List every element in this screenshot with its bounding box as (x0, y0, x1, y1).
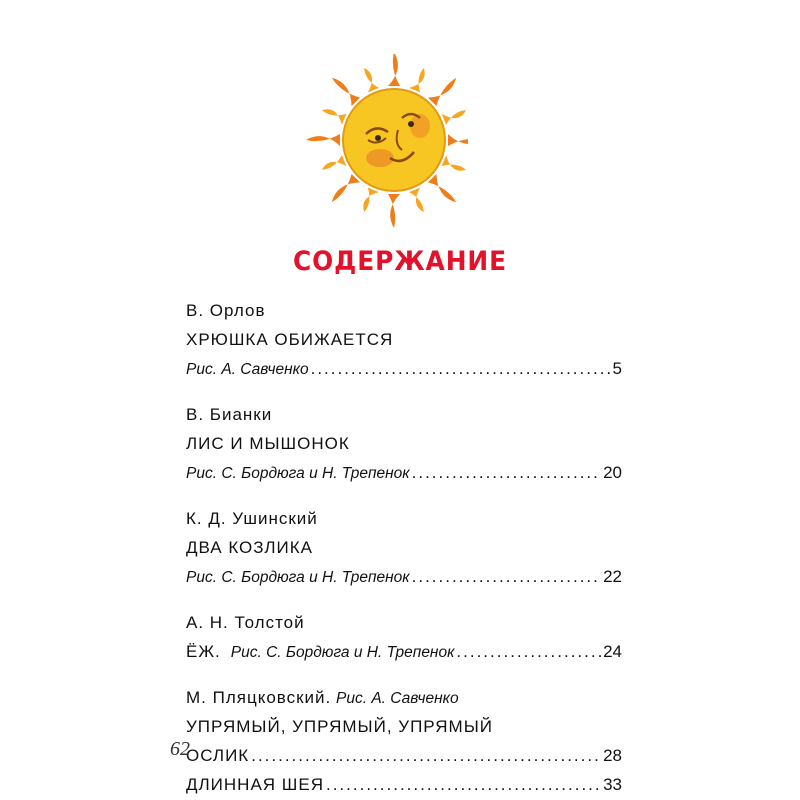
sun-ray (428, 78, 456, 106)
entry-author-row (186, 683, 622, 712)
sun-ray (306, 134, 340, 146)
sun-ray (322, 155, 346, 170)
entry-author: К. Д. Ушинский (186, 509, 318, 528)
sun-ray (428, 174, 456, 202)
page-number: 62 (170, 738, 190, 760)
entry-title: ЁЖ. (186, 642, 221, 661)
entry-page-number: 20 (603, 463, 622, 482)
entry-title-continued-row[interactable] (186, 741, 622, 770)
entry-author: А. Н. Толстой (186, 613, 305, 632)
entry-author: В. Орлов (186, 301, 266, 320)
entry-title: УПРЯМЫЙ, УПРЯМЫЙ, УПРЯМЫЙ (186, 717, 493, 736)
sun-ray (388, 194, 400, 228)
sun-ray (364, 68, 379, 92)
sun-ray (409, 68, 425, 92)
entry-illustrator: Рис. С. Бордюга и Н. Трепенок (230, 644, 455, 661)
entry-title-row[interactable] (186, 637, 622, 666)
entry-illustrator-row[interactable] (186, 458, 622, 487)
entry-second-page-number: 33 (603, 775, 622, 794)
toc-entry (186, 504, 622, 591)
entry-page-number: 22 (603, 567, 622, 586)
toc-entry (186, 296, 622, 383)
entry-page-number: 24 (603, 642, 622, 661)
entry-author: В. Бианки (186, 405, 273, 424)
entry-illustrator: Рис. С. Бордюга и Н. Трепенок (186, 569, 410, 586)
entry-title: ДВА КОЗЛИКА (186, 538, 313, 557)
toc-entry (186, 400, 622, 487)
entry-second-title: ДЛИННАЯ ШЕЯ (186, 775, 324, 794)
entry-page-number: 5 (612, 359, 622, 378)
entry-second-title-row[interactable] (186, 770, 622, 799)
dot-leader (412, 562, 601, 591)
entry-illustrator: Рис. С. Бордюга и Н. Трепенок (186, 465, 410, 482)
entry-title: ЛИС И МЫШОНОК (186, 434, 350, 453)
entry-illustrator-row[interactable] (186, 562, 622, 591)
entry-title-continued: ОСЛИК (186, 746, 250, 765)
sun-ray (448, 134, 468, 146)
dot-leader (456, 637, 601, 666)
toc-entry (186, 683, 622, 799)
sun-ray (442, 110, 466, 125)
entry-page-number: 28 (603, 746, 622, 765)
dot-leader (311, 354, 611, 383)
toc-entry (186, 608, 622, 666)
sun-ray (363, 188, 379, 212)
table-of-contents (186, 296, 622, 799)
sun-ray (442, 155, 466, 171)
entry-title: ХРЮШКА ОБИЖАЕТСЯ (186, 330, 394, 349)
entry-illustrator: Рис. А. Савченко (336, 690, 459, 707)
dot-leader (326, 770, 601, 799)
dot-leader (412, 458, 601, 487)
contents-heading: СОДЕРЖАНИЕ (292, 246, 508, 277)
sun-ray (409, 188, 424, 212)
sun-ray (388, 54, 400, 86)
entry-illustrator: Рис. А. Савченко (186, 361, 309, 378)
sun-ray (332, 78, 360, 106)
sun-ray (322, 109, 346, 125)
entry-author: М. Пляцковский. (186, 688, 332, 707)
entry-illustrator-row[interactable] (186, 354, 622, 383)
sun-icon (268, 54, 468, 234)
dot-leader (251, 741, 601, 770)
sun-ray (332, 174, 360, 202)
